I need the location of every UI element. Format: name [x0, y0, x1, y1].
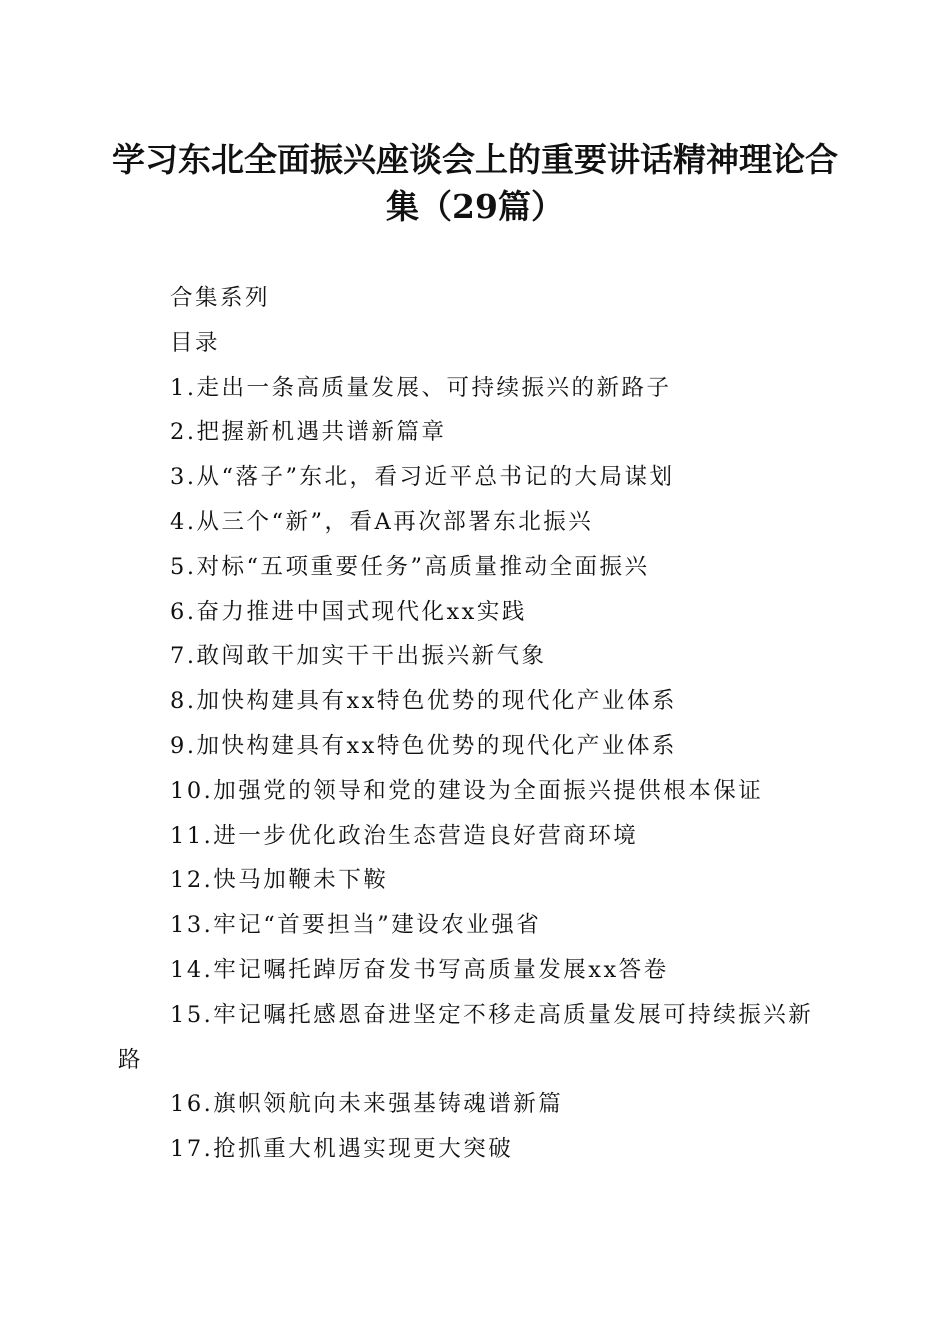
- toc-item: 4.从三个“新”，看A再次部署东北振兴: [170, 508, 594, 535]
- document-title: 学习东北全面振兴座谈会上的重要讲话精神理论合集（29篇）: [112, 140, 838, 226]
- toc-item: 15.牢记嘱托感恩奋进坚定不移走高质量发展可持续振兴新路: [118, 1001, 814, 1073]
- toc-item: 9.加快构建具有xx特色优势的现代化产业体系: [170, 732, 677, 759]
- toc-item: 7.敢闯敢干加实干干出振兴新气象: [170, 643, 547, 670]
- toc-item: 8.加快构建具有xx特色优势的现代化产业体系: [170, 688, 677, 715]
- series-label: 合集系列: [170, 285, 271, 311]
- toc-item: 12.快马加鞭未下鞍: [170, 867, 389, 894]
- toc-item: 3.从“落子”东北，看习近平总书记的大局谋划: [170, 464, 675, 491]
- toc-item: 10.加强党的领导和党的建设为全面振兴提供根本保证: [170, 777, 764, 804]
- document-body: [118, 276, 830, 1172]
- toc-item: 2.把握新机遇共谱新篇章: [170, 419, 447, 446]
- toc-item: 14.牢记嘱托踔厉奋发书写高质量发展xx答卷: [170, 956, 669, 983]
- toc-item: 13.牢记“首要担当”建设农业强省: [170, 912, 542, 939]
- toc-item: 1.走出一条高质量发展、可持续振兴的新路子: [170, 374, 672, 401]
- toc-item: 5.对标“五项重要任务”高质量推动全面振兴: [170, 553, 650, 580]
- toc-item: 11.进一步优化政治生态营造良好营商环境: [170, 822, 639, 849]
- toc-item: 16.旗帜领航向未来强基铸魂谱新篇: [170, 1091, 564, 1118]
- toc-heading: 目录: [170, 329, 221, 356]
- toc-item: 6.奋力推进中国式现代化xx实践: [170, 598, 527, 625]
- toc-item: 17.抢抓重大机遇实现更大突破: [170, 1136, 514, 1163]
